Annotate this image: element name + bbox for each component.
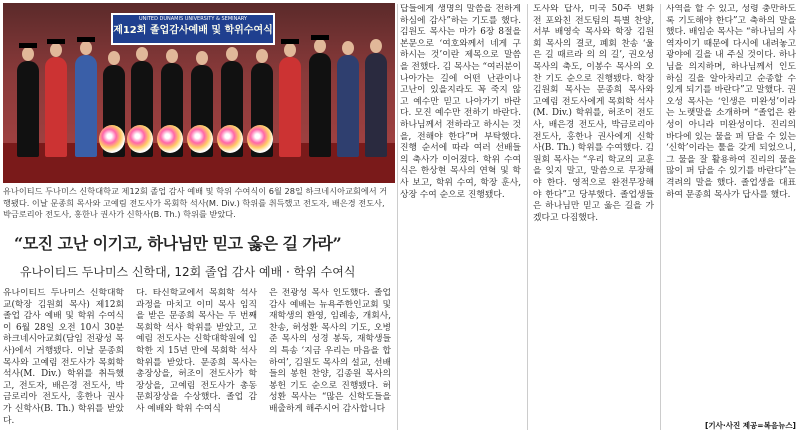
column-divider xyxy=(527,4,528,430)
article-headline: “모진 고난 이기고, 하나님만 믿고 옳은 길 가라” xyxy=(14,234,342,253)
bouquet xyxy=(99,125,125,153)
person xyxy=(45,57,67,157)
bouquet xyxy=(217,125,243,153)
graduation-photo xyxy=(3,3,395,183)
bouquet xyxy=(247,125,273,153)
bouquet xyxy=(187,125,213,153)
article-column-5: 도사와 답사, 미국 50주 변화 전 포와친 전도팀의 특별 찬양, 서부 배영숙 목사와 학장 김원회 목사의 결코, 폐회 찬송 ‘울은 길 때르라 의 의 길’, 권오성 목사의 축도, 이봉수 목사의 오찬 기도 순으로 진행됐다. 학장 김원회 목사는 문종희 목사와 고예림 전도사에게 목회학 석사(M. Div.) 학위를, 허조이 전도사, 배은경 전도사, 박금로리아 전도사, 홍한나 권사에게 신학사(B. Th.) 학위를 수여했다. 김원회 목사는 “우리 학교의 교훈을 잊지 말고, 말씀으로 무장해야 한다. 영적으로 완전무장해야 한다”고 당부했다. 졸업생들은 하나님만 믿고 옳은 길을 가겠다고 다짐했다. xyxy=(533,4,654,223)
article-column-1: 유나이티드 두나미스 신학대학교(학장 김원회 목사) 제12회 졸업 감사 예배 및 학위 수여식이 6월 28일 오전 10시 30분 하크네시아교회(담임 전광성 목사)에서 거행됐다. 이날 문종희 목사와 고예림 전도사가 목회학 석사(M. Div.) 학위를 취득했고, 전도자, 배은경 전도사, 박금로리아 전도사, 홍한나 권사가 신학사(B. Th.) 학위를 받았다. xyxy=(3,288,124,426)
banner-subtitle: UNITED DUNAMIS UNIVERSITY & SEMINARY xyxy=(138,16,247,22)
article-column-4: 답들에게 생명의 말씀을 전하게 하심에 감사”하는 기도를 했다. 김원도 목사는 마가 6장 8절을 본문으로 ‘여호와께서 네게 구하시는 것’이란 제목으로 말씀을 전했다. 김 목사는 “여러분이 나아가는 길에 어떤 난관이나 고난이 있을지라도 꼭 죽지 않고 예수만 믿고 나아가기 바란다. 모진 예수만 전하기 바란다. 하나님께서 전하라고 하시는 것을, 전해야 한다”며 부탁했다. 진행 순서에 따라 여러 선배들의 축사가 이어졌다. 학위 수여식은 한상현 목사의 연혁 및 학사 보고, 학위 수여, 학장 훈사, 상장 수여 순으로 진행됐다. xyxy=(400,4,521,200)
person xyxy=(75,55,97,157)
article-column-3: 은 전광성 목사 인도했다. 졸업 감사 예배는 뉴욕주한인교회 및 재학생의 환영, 임례송, 개회사, 찬송, 허성환 목사의 기도, 오병준 목사의 성경 봉독, 재학생들의 특송 ‘지금 우리는 마음을 합하여’, 김원도 목사의 설교, 선배들의 봉헌 찬양, 김종원 목사의 봉헌 기도 순으로 진행됐다. 허성환 목사는 “많은 신학도들을 배출하게 해주시어 감사합니다 xyxy=(269,288,391,414)
person xyxy=(309,53,331,157)
person xyxy=(279,57,301,157)
bouquet xyxy=(157,125,183,153)
photo-caption: 유나이티드 두나미스 신학대학교 제12회 졸업 감사 예배 및 학위 수여식이 6월 28일 하크네시아교회에서 거행됐다. 이날 문종희 목사와 고예림 전도사가 목회학 석사(M. Div.) 학위를 취득했고 전도자, 배은경 전도사, 박금로리아 전도사, 홍한나 권사가 신학사(B. Th.) 학위를 받았다. xyxy=(3,186,388,219)
column-divider xyxy=(660,4,661,430)
article-column-2: 다. 타신학교에서 목회학 석사 과정을 마치고 이미 목사 임직을 받은 문종희 목사는 두 번째 목회학 석사 학위를 받았고, 고예림 전도사는 신학대학원에 입학한 지 15년 만에 목회학 석사 학위를 받았다. 문종희 목사는 총장상을, 허조이 전도사가 학장상을, 고예림 전도사가 총동문회장상을 수상했다. 졸업 감사 예배와 학위 수여식 xyxy=(136,288,257,414)
person xyxy=(17,61,39,157)
ceremony-banner xyxy=(111,13,275,45)
column-divider xyxy=(397,4,398,430)
article-column-6: 사역을 할 수 있고, 성령 충만하도록 기도해야 한다”고 축하의 말을 했다. 배임순 목사는 “하나님의 사역자이기 때문에 다시에 내려놓고 광야에 길을 내 주실 것이다. 하나님을 의지하며, 하나님께서 인도하심 길을 알아차리고 순종할 수 있게 되기를 바란다”고 말했다. 권오성 목사는 ‘인생은 미완성’이라는 노랫말을 소개하며 “졸업은 완성이 아니라 미완성이다. 진리의 바다에 있는 물을 퍼 담을 수 있는 ‘신학’이라는 툴을 갖게 되었으니, 그 물을 잘 활용하여 진리의 물을 많이 퍼 담을 수 있기를 바란다”는 격려의 말을 했다. 졸업생을 대표하여 문종희 목사가 답사를 했다. xyxy=(666,4,796,200)
person xyxy=(365,53,387,157)
banner-title: 제12회 졸업감사예배 및 학위수여식 xyxy=(113,25,273,36)
photo-credit: [기사·사진 제공=복음뉴스] xyxy=(704,421,796,430)
person xyxy=(337,55,359,157)
article-subheadline: 유나이티드 두나미스 신학대, 12회 졸업 감사 예배 · 학위 수여식 xyxy=(20,265,356,279)
bouquet xyxy=(127,125,153,153)
